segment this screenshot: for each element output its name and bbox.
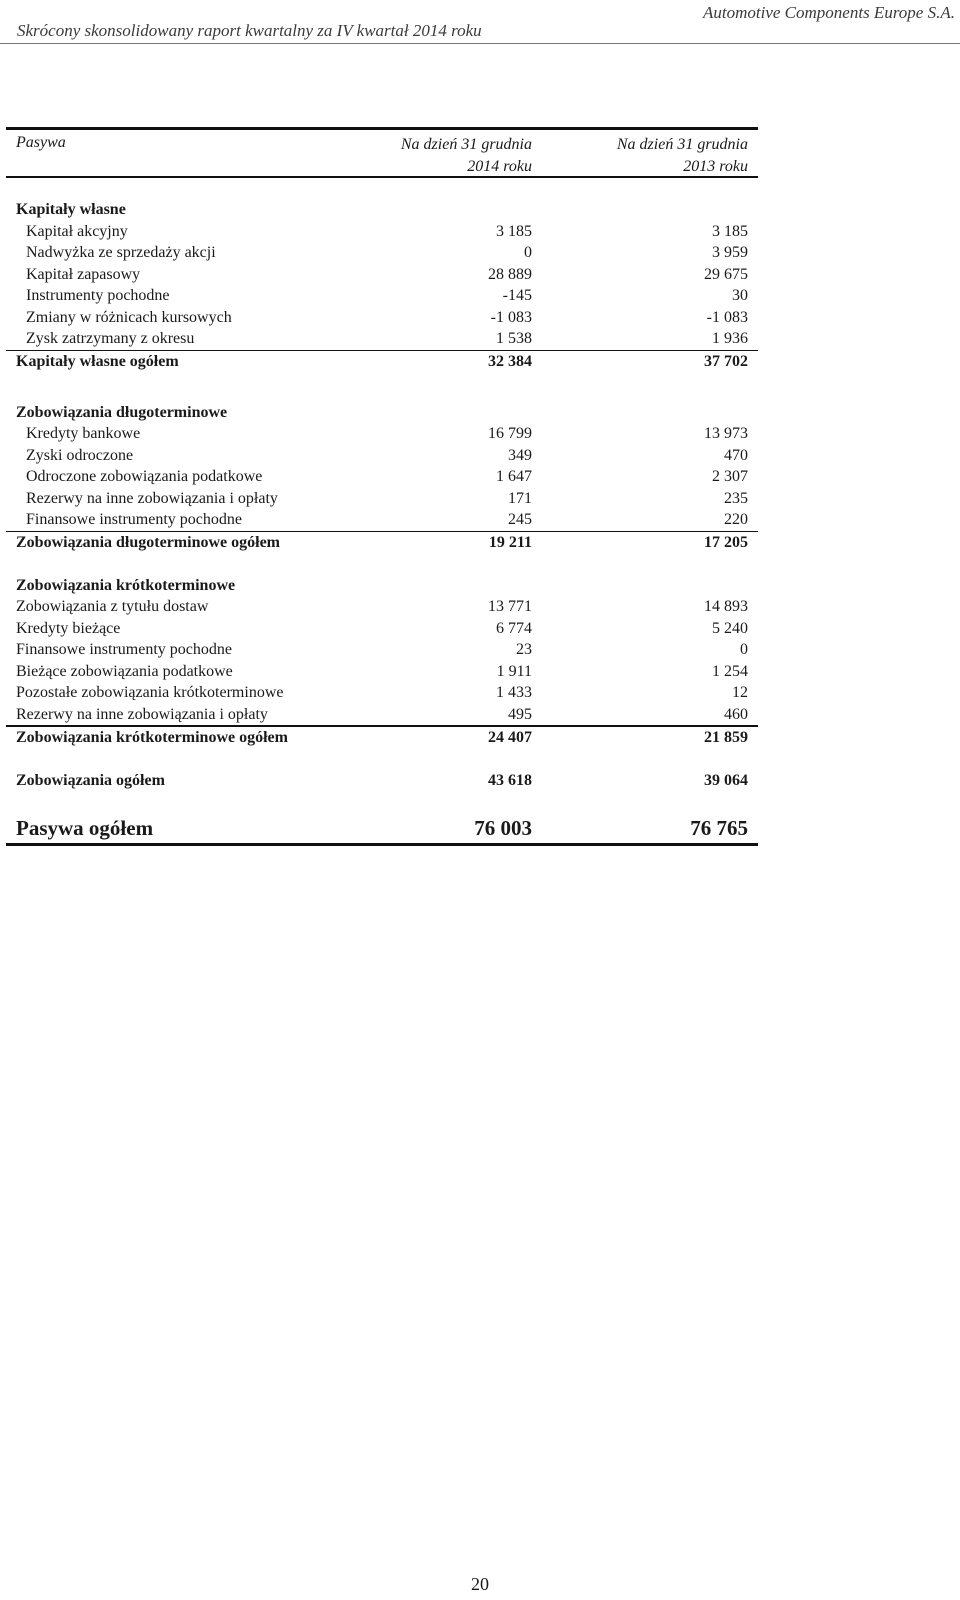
value-2014: 245 (508, 511, 532, 528)
table-row (6, 704, 758, 726)
value-2013: 29 675 (704, 265, 748, 283)
table-row (6, 639, 758, 661)
header-col-2013-line1: Na dzień 31 grudnia (616, 136, 748, 153)
row-label: Zobowiązania z tytułu dostaw (16, 598, 209, 615)
total-label: Zobowiązania ogółem (16, 772, 165, 789)
table-row (6, 307, 758, 329)
total-2013: 39 064 (704, 772, 748, 789)
page-number: 20 (471, 1574, 489, 1594)
table-row (6, 661, 758, 683)
row-label: Kredyty bieżące (16, 619, 121, 637)
row-label: Kapitał akcyjny (26, 222, 128, 240)
table-row (6, 509, 758, 531)
grand-total-2013: 76 765 (690, 816, 748, 840)
value-2014: 349 (508, 446, 532, 464)
row-label: Nadwyżka ze sprzedaży akcji (26, 244, 216, 261)
table-row (6, 682, 758, 704)
value-2013: 470 (724, 446, 748, 464)
total-label: Kapitały własne ogółem (16, 352, 179, 370)
table-header (6, 130, 758, 178)
grand-total-2014: 76 003 (474, 816, 532, 840)
total-2014: 32 384 (488, 352, 532, 370)
value-2014: 23 (516, 641, 532, 658)
total-2013: 37 702 (704, 352, 748, 370)
table-row (6, 445, 758, 467)
value-2014: 495 (508, 705, 532, 723)
row-label: Finansowe instrumenty pochodne (26, 511, 242, 528)
section-title-long-term: Zobowiązania długoterminowe (16, 403, 228, 421)
spacer (6, 373, 758, 394)
table-row (6, 423, 758, 445)
row-label: Rezerwy na inne zobowiązania i opłaty (16, 705, 268, 723)
row-label: Bieżące zobowiązania podatkowe (16, 662, 233, 680)
row-label: Instrumenty pochodne (26, 287, 170, 304)
value-2013: -1 083 (706, 308, 748, 326)
spacer (6, 554, 758, 575)
row-label: Odroczone zobowiązania podatkowe (26, 468, 263, 485)
value-2013: 1 254 (712, 662, 748, 680)
table-row (6, 285, 758, 307)
section-title-short-term: Zobowiązania krótkoterminowe (16, 576, 236, 594)
total-2013: 17 205 (704, 533, 748, 551)
row-label: Zysk zatrzymany z okresu (26, 330, 195, 347)
row-label: Kapitał zapasowy (26, 265, 141, 283)
spacer (6, 178, 758, 199)
table-row (6, 618, 758, 640)
value-2014: 1 433 (496, 684, 532, 701)
value-2014: -1 083 (490, 308, 532, 326)
table-row (6, 242, 758, 264)
header-col-2014-line1: Na dzień 31 grudnia (400, 136, 532, 153)
header-col-2013 (532, 130, 748, 176)
value-2014: 171 (508, 489, 532, 507)
header-label: Pasywa (16, 134, 66, 151)
value-2013: 5 240 (712, 619, 748, 637)
table-row (6, 221, 758, 243)
total-row-short-term (6, 725, 758, 749)
total-row-long-term (6, 531, 758, 554)
row-label: Kredyty bankowe (26, 425, 141, 442)
value-2014: 0 (524, 244, 532, 261)
header-col-2013-line2: 2013 roku (683, 158, 748, 175)
value-2014: 28 889 (488, 265, 532, 283)
table-row (6, 596, 758, 618)
row-label: Finansowe instrumenty pochodne (16, 641, 232, 658)
value-2014: 13 771 (488, 598, 532, 615)
value-2014: 1 647 (496, 468, 532, 485)
liabilities-table (6, 127, 758, 846)
total-row-equity (6, 350, 758, 373)
value-2014: 3 185 (496, 222, 532, 240)
value-2014: 16 799 (488, 425, 532, 442)
value-2014: 1 538 (496, 330, 532, 347)
total-2013: 21 859 (704, 729, 748, 746)
table-row (6, 466, 758, 488)
value-2013: 2 307 (712, 468, 748, 485)
table-row (6, 328, 758, 350)
value-2013: 13 973 (704, 425, 748, 442)
row-label: Zyski odroczone (26, 446, 134, 464)
total-2014: 19 211 (488, 533, 532, 551)
value-2013: 3 185 (712, 222, 748, 240)
row-label: Rezerwy na inne zobowiązania i opłaty (26, 489, 278, 507)
value-2014: 6 774 (496, 619, 532, 637)
total-label: Zobowiązania krótkoterminowe ogółem (16, 729, 288, 746)
total-row-liabilities (6, 770, 758, 792)
section-title-equity: Kapitały własne (16, 201, 126, 218)
value-2014: 1 911 (496, 662, 532, 680)
spacer (6, 749, 758, 770)
grand-total-row (6, 813, 758, 846)
value-2013: 460 (724, 705, 748, 723)
header-col-2014-line2: 2014 roku (467, 158, 532, 175)
spacer (6, 792, 758, 813)
value-2013: 12 (732, 684, 748, 701)
report-title: Skrócony skonsolidowany raport kwartalny za IV kwartał 2014 roku (17, 21, 482, 40)
value-2013: 14 893 (704, 598, 748, 615)
row-label: Pozostałe zobowiązania krótkoterminowe (16, 684, 284, 701)
spacer (6, 394, 758, 402)
company-name: Automotive Components Europe S.A. (703, 3, 955, 22)
value-2013: 3 959 (712, 244, 748, 261)
value-2013: 1 936 (712, 330, 748, 347)
total-2014: 24 407 (488, 729, 532, 746)
header-col-2014 (372, 130, 532, 176)
total-2014: 43 618 (488, 772, 532, 789)
value-2013: 235 (724, 489, 748, 507)
row-label: Zmiany w różnicach kursowych (26, 308, 232, 326)
table-row (6, 264, 758, 286)
value-2013: 220 (724, 511, 748, 528)
value-2014: -145 (502, 287, 532, 304)
table-row (6, 488, 758, 510)
value-2013: 0 (740, 641, 748, 658)
grand-total-label: Pasywa ogółem (16, 816, 154, 840)
total-label: Zobowiązania długoterminowe ogółem (16, 533, 280, 551)
value-2013: 30 (732, 287, 748, 304)
header-divider (0, 43, 960, 44)
